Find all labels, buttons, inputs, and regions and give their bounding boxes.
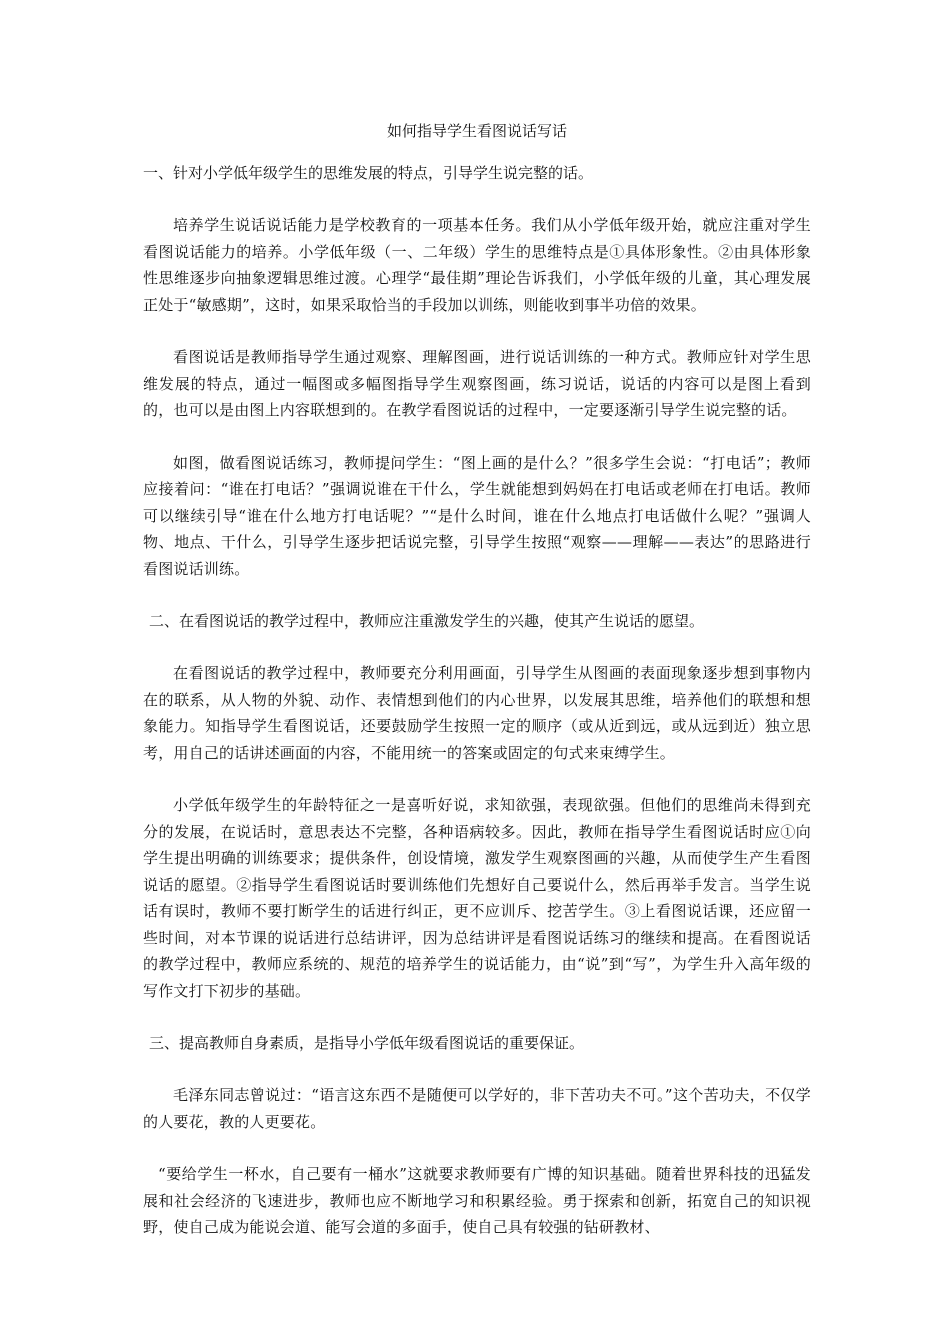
paragraph: 在看图说话的教学过程中，教师要充分利用画面，引导学生从图画的表面现象逐步想到事物内在的联系，从人物的外貌、动作、表情想到他们的内心世界，以发展其思维，培养他们的联想和想象能力。知指导学生看图说话，还要鼓励学生按照一定的顺序（或从近到远，或从远到近）独立思考，用自己的话讲述画面的内容，不能用统一的答案或固定的句式来束缚学生。: [143, 664, 811, 762]
section-heading-2: 二、在看图说话的教学过程中，教师应注重激发学生的兴趣，使其产生说话的愿望。: [149, 612, 705, 630]
paragraph: “要给学生一杯水，自己要有一桶水”这就要求教师要有广博的知识基础。随着世界科技的迅猛发展和社会经济的飞速进步，教师也应不断地学习和积累经验。勇于探索和创新，拓宽自己的知识视野，使自己成为能说会道、能写会道的多面手，使自己具有较强的钻研教材、: [143, 1165, 811, 1236]
paragraph: 培养学生说话说话能力是学校教育的一项基本任务。我们从小学低年级开始，就应注重对学生看图说话能力的培养。小学低年级（一、二年级）学生的思维特点是①具体形象性。②由具体形象性思维逐步向抽象逻辑思维过渡。心理学“最佳期”理论告诉我们，小学低年级的儿童，其心理发展正处于“敏感期”，这时，如果采取恰当的手段加以训练，则能收到事半功倍的效果。: [143, 216, 811, 314]
paragraph: 小学低年级学生的年龄特征之一是喜听好说，求知欲强，表现欲强。但他们的思维尚未得到充分的发展，在说话时，意思表达不完整，各种语病较多。因此，教师在指导学生看图说话时应①向学生提出明确的训练要求；提供条件，创设情境，激发学生观察图画的兴趣，从而使学生产生看图说话的愿望。②指导学生看图说话时要训练他们先想好自己要说什么，然后再举手发言。当学生说话有误时，教师不要打断学生的话进行纠正，更不应训斥、挖苦学生。③上看图说话课，还应留一些时间，对本节课的说话进行总结讲评，因为总结讲评是看图说话练习的继续和提高。在看图说话的教学过程中，教师应系统的、规范的培养学生的说话能力，由“说”到“写”，为学生升入高年级的写作文打下初步的基础。: [143, 796, 811, 1000]
section-heading-1: 一、针对小学低年级学生的思维发展的特点，引导学生说完整的话。: [143, 164, 594, 182]
document-page: [143, 118, 811, 1267]
paragraph: 毛泽东同志曾说过：“语言这东西不是随便可以学好的，非下苦功夫不可。”这个苦功夫，不仅学的人要花，教的人更要花。: [143, 1086, 811, 1131]
document-title: 如何指导学生看图说话写话: [386, 122, 567, 140]
paragraph: 如图，做看图说话练习，教师提问学生：“图上画的是什么？”很多学生会说：“打电话”；教师应接着问：“谁在打电话？”强调说谁在干什么，学生就能想到妈妈在打电话或老师在打电话。教师可以继续引导“谁在什么地方打电话呢？”“是什么时间，谁在什么地点打电话做什么呢？”强调人物、地点、干什么，引导学生逐步把话说完整，引导学生按照“观察——理解——表达”的思路进行看图说话训练。: [143, 453, 811, 578]
section-heading-3: 三、提高教师自身素质，是指导小学低年级看图说话的重要保证。: [149, 1034, 585, 1052]
paragraph: 看图说话是教师指导学生通过观察、理解图画，进行说话训练的一种方式。教师应针对学生思维发展的特点，通过一幅图或多幅图指导学生观察图画，练习说话，说话的内容可以是图上看到的，也可以是由图上内容联想到的。在教学看图说话的过程中，一定要逐渐引导学生说完整的话。: [143, 348, 811, 419]
